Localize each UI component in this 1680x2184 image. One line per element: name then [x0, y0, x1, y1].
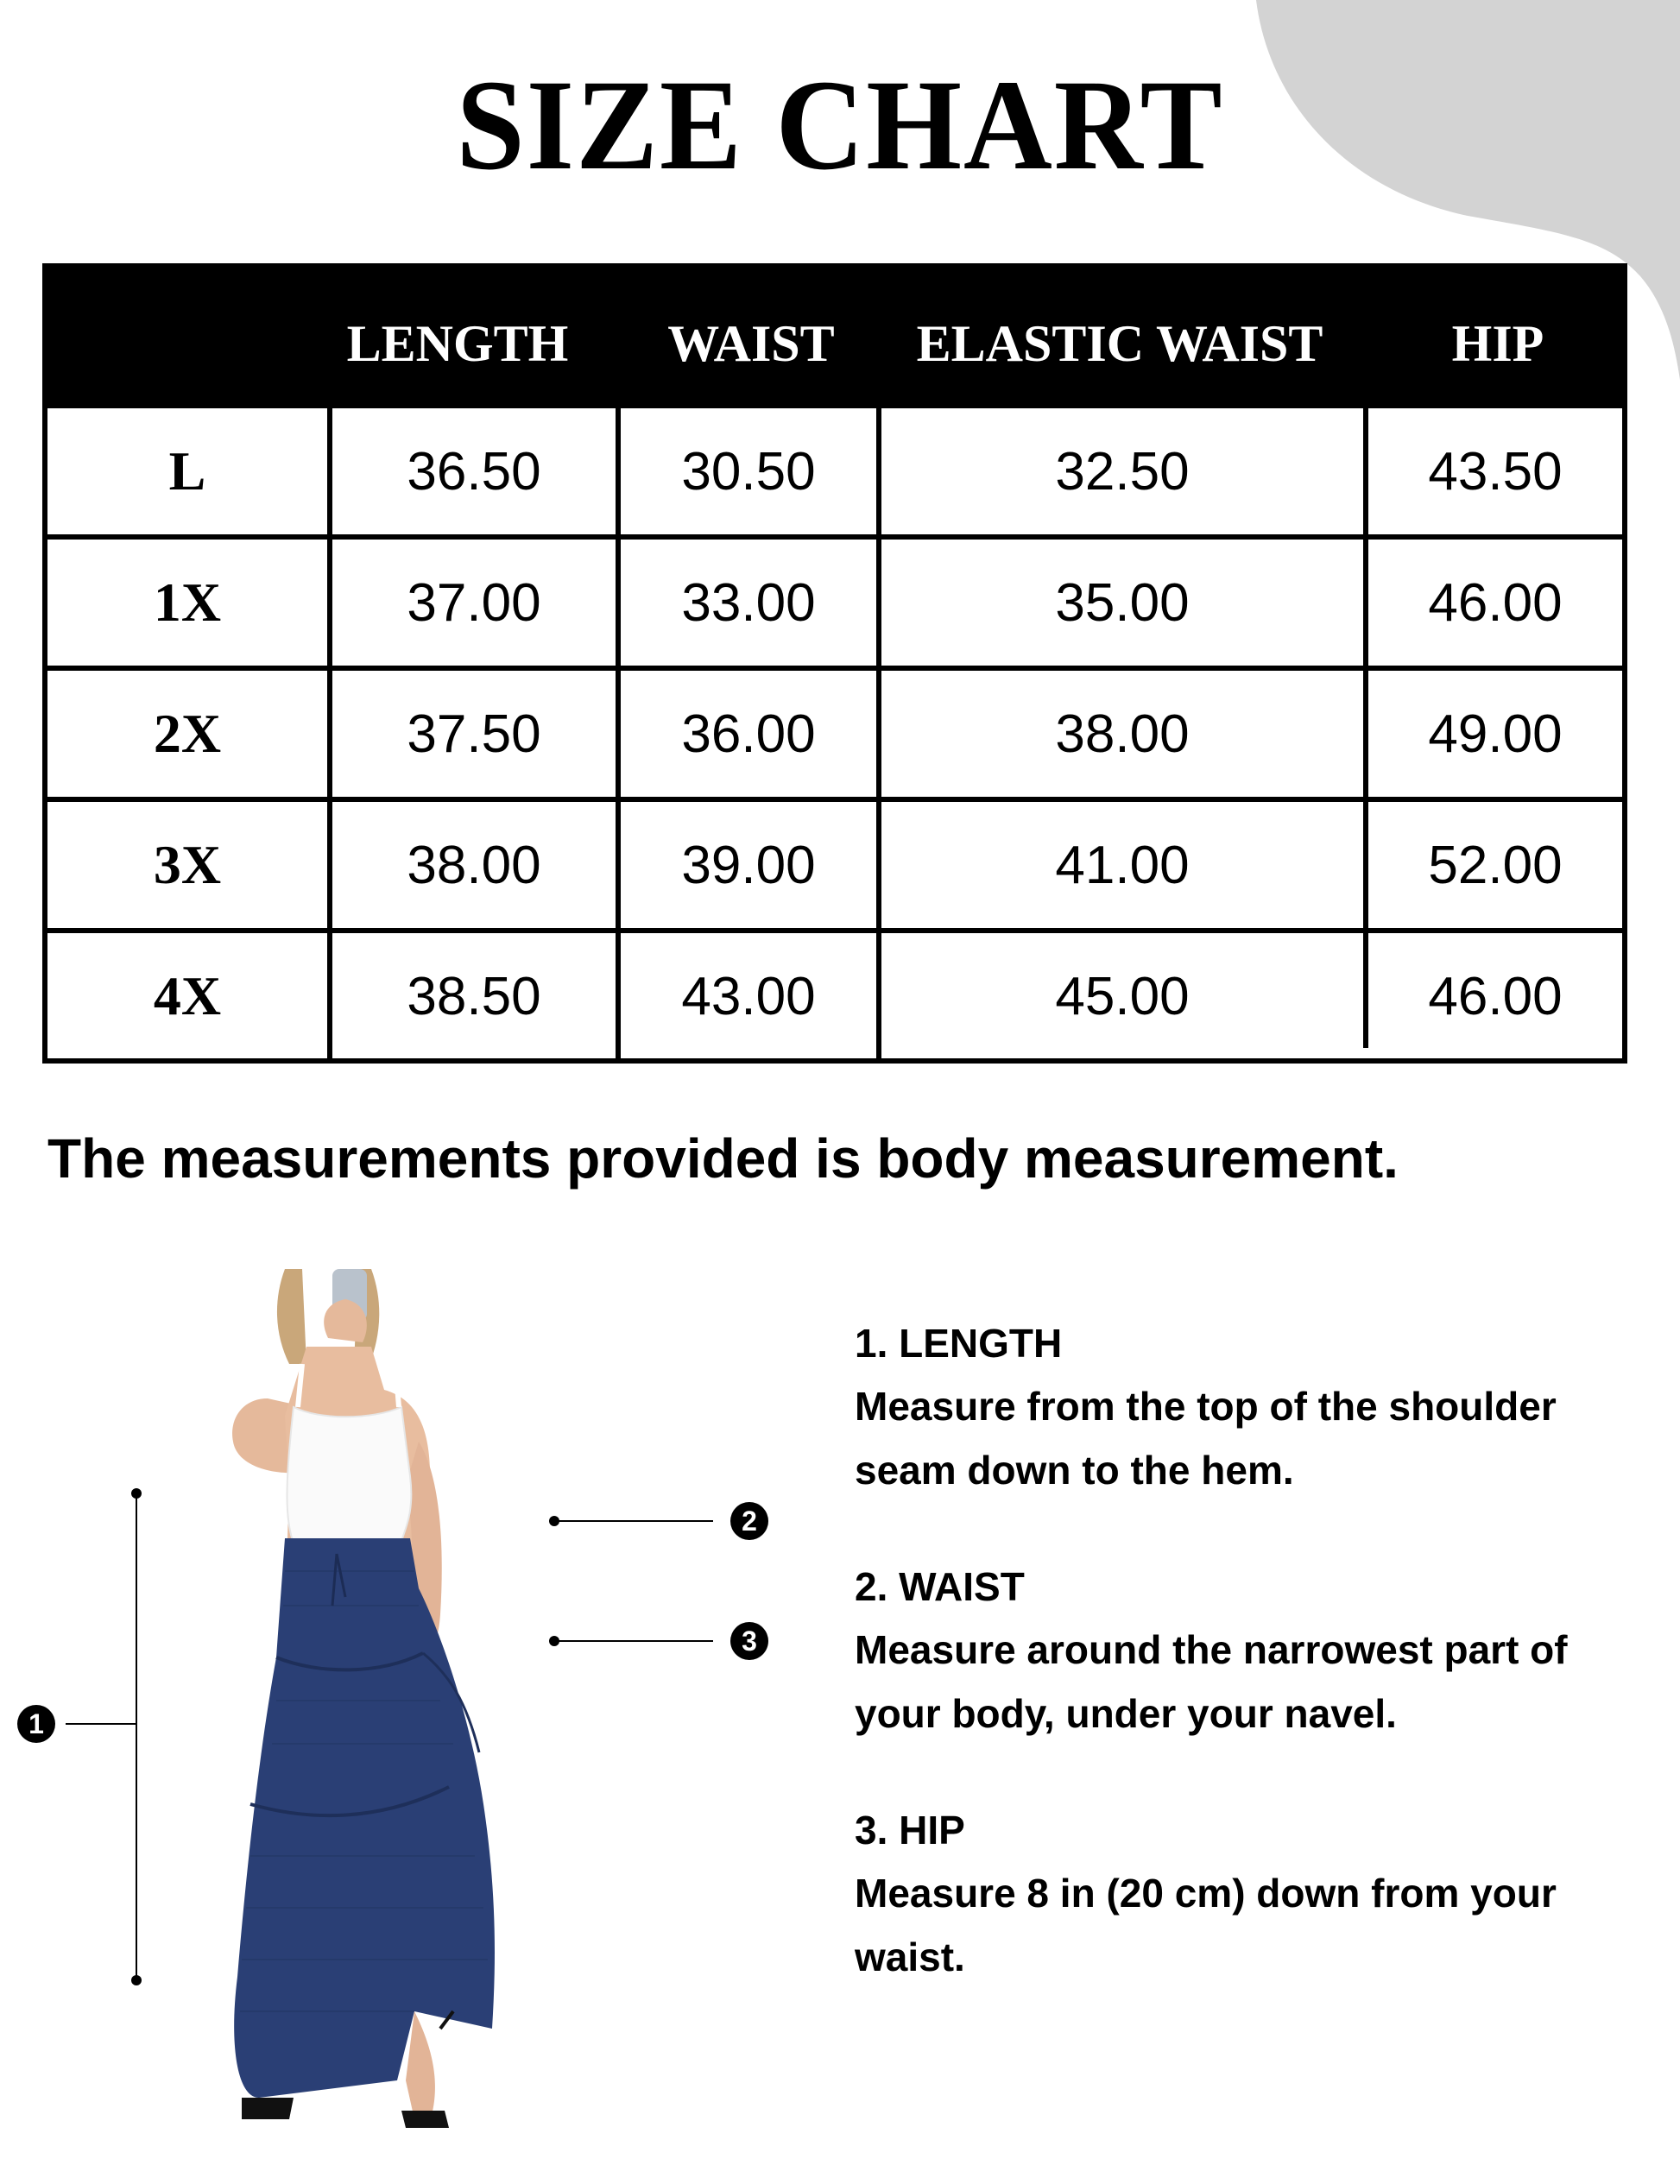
elastic-waist-cell: 38.00 — [1055, 704, 1190, 764]
length-cell: 37.50 — [407, 704, 541, 764]
size-cell: 4X — [153, 965, 222, 1026]
waist-cell: 39.00 — [681, 835, 816, 895]
table-row — [47, 534, 1622, 666]
length-cell: 36.50 — [407, 441, 541, 502]
length-measure-line — [136, 1493, 137, 1980]
instruction-hip — [855, 1799, 1632, 1989]
size-cell: 2X — [153, 703, 222, 764]
header-hip: HIP — [1451, 315, 1544, 372]
marker-2-badge: 2 — [730, 1502, 768, 1540]
instruction-heading: 1. LENGTH — [855, 1321, 1063, 1366]
instruction-text: your body, under your navel. — [855, 1691, 1397, 1736]
instruction-text: Measure 8 in (20 cm) down from your — [855, 1871, 1557, 1916]
model-photo — [155, 1269, 587, 2141]
measurement-instructions — [855, 1312, 1632, 2042]
waist-cell: 33.00 — [681, 572, 816, 633]
instruction-text: seam down to the hem. — [855, 1448, 1294, 1493]
hip-cell: 49.00 — [1428, 704, 1563, 764]
table-row — [47, 403, 1622, 534]
elastic-waist-cell: 35.00 — [1055, 572, 1190, 633]
marker-3-badge: 3 — [730, 1622, 768, 1660]
marker-1-connector — [66, 1723, 136, 1725]
length-cell: 38.00 — [407, 835, 541, 895]
size-cell: 1X — [153, 571, 222, 633]
elastic-waist-cell: 45.00 — [1055, 966, 1190, 1026]
hip-cell: 52.00 — [1428, 835, 1563, 895]
table-header-row — [47, 268, 1622, 408]
page-title: SIZE CHART — [456, 54, 1224, 197]
size-chart-table — [42, 263, 1627, 1064]
elastic-waist-cell: 41.00 — [1055, 835, 1190, 895]
length-cell: 37.00 — [407, 572, 541, 633]
table-row — [47, 797, 1622, 928]
instruction-heading: 2. WAIST — [855, 1564, 1025, 1609]
header-waist: WAIST — [667, 315, 835, 372]
instruction-waist — [855, 1556, 1632, 1745]
elastic-waist-cell: 32.50 — [1055, 441, 1190, 502]
size-cell: L — [168, 440, 206, 502]
marker-3-connector — [554, 1640, 713, 1642]
measure-endpoint-dot — [131, 1488, 142, 1499]
waist-cell: 36.00 — [681, 704, 816, 764]
waist-cell: 43.00 — [681, 966, 816, 1026]
instruction-length — [855, 1312, 1632, 1502]
instruction-text: Measure around the narrowest part of — [855, 1627, 1568, 1672]
instruction-heading: 3. HIP — [855, 1808, 965, 1853]
measure-endpoint-dot — [131, 1975, 142, 1985]
hip-cell: 46.00 — [1428, 966, 1563, 1026]
waist-cell: 30.50 — [681, 441, 816, 502]
table-row — [47, 666, 1622, 797]
marker-1-badge: 1 — [17, 1705, 55, 1743]
hip-cell: 46.00 — [1428, 572, 1563, 633]
marker-2-connector — [554, 1520, 713, 1522]
length-cell: 38.50 — [407, 966, 541, 1026]
instruction-text: waist. — [855, 1935, 965, 1979]
instruction-text: Measure from the top of the shoulder — [855, 1384, 1557, 1429]
header-length: LENGTH — [346, 315, 569, 372]
header-elastic-waist: ELASTIC WAIST — [916, 315, 1323, 372]
hip-cell: 43.50 — [1428, 441, 1563, 502]
measurement-note: The measurements provided is body measurement. — [47, 1127, 1399, 1190]
table-row — [47, 928, 1622, 1059]
size-cell: 3X — [153, 834, 222, 895]
